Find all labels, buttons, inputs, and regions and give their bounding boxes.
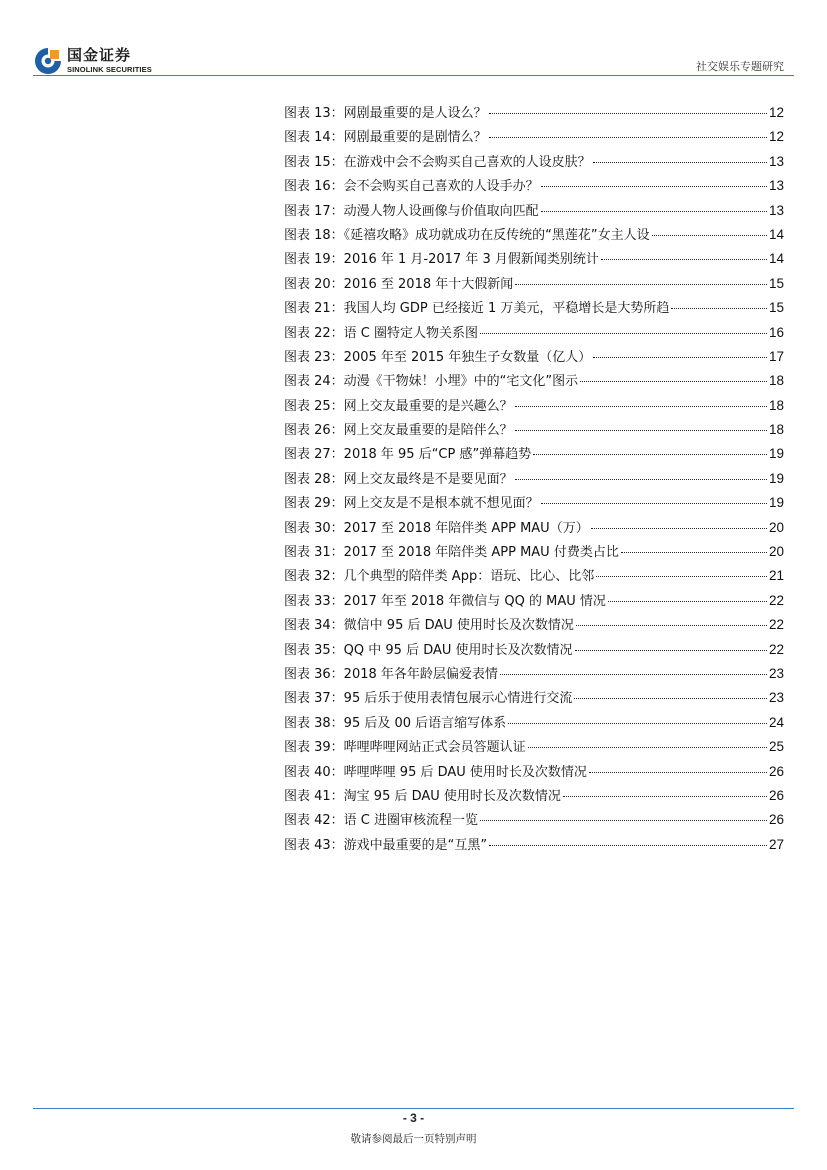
toc-dot-leader [515, 479, 767, 480]
toc-entry[interactable] [284, 516, 784, 540]
toc-entry-label: 图表 36：2018 年各年龄层偏爱表情 [284, 666, 498, 682]
toc-entry-label: 图表 13：网剧最重要的是人设么？ [284, 106, 487, 121]
toc-dot-leader [541, 503, 767, 504]
toc-entry[interactable] [284, 125, 784, 149]
header-divider [33, 75, 794, 76]
toc-entry[interactable] [284, 345, 784, 369]
toc-entry[interactable] [284, 321, 784, 345]
toc-dot-leader [489, 845, 767, 846]
toc-dot-leader [671, 308, 767, 309]
company-logo [33, 44, 152, 78]
toc-entry[interactable] [284, 442, 784, 466]
toc-entry-label: 图表 22：语 C 圈特定人物关系图 [284, 325, 479, 341]
toc-entry[interactable] [284, 101, 784, 125]
toc-entry[interactable] [284, 150, 784, 174]
toc-dot-leader [589, 772, 767, 773]
toc-dot-leader [489, 113, 767, 114]
toc-entry-label: 图表 33：2017 年至 2018 年微信与 QQ 的 MAU 情况 [284, 593, 606, 609]
toc-entry-page: 14 [768, 251, 784, 267]
toc-entry[interactable] [284, 760, 784, 784]
toc-entry-page: 13 [768, 178, 784, 194]
toc-entry[interactable] [284, 613, 784, 637]
toc-entry-label: 图表 41：淘宝 95 后 DAU 使用时长及次数情况 [284, 788, 561, 804]
toc-entry-label: 图表 18：《延禧攻略》成功就成功在反传统的“黑莲花”女主人设 [284, 227, 650, 243]
toc-entry[interactable] [284, 272, 784, 296]
toc-entry-page: 13 [768, 153, 784, 169]
toc-entry-page: 14 [768, 226, 784, 242]
toc-dot-leader [480, 333, 767, 334]
toc-entry-label: 图表 30：2017 至 2018 年陪伴类 APP MAU（万） [284, 520, 589, 536]
toc-dot-leader [533, 454, 767, 455]
toc-entry-label: 图表 21：我国人均 GDP 已经接近 1 万美元，平稳增长是大势所趋 [284, 301, 670, 317]
toc-entry-label: 图表 26：网上交友最重要的是陪伴么？ [284, 423, 513, 439]
toc-entry[interactable] [284, 833, 784, 857]
toc-entry-label: 图表 39：哔哩哔哩网站正式会员答题认证 [284, 740, 526, 756]
toc-entry-page: 27 [768, 836, 784, 852]
logo-chinese-name: 国金证券 [67, 46, 132, 65]
toc-entry-label: 图表 28：网上交友最终是不是要见面？ [284, 471, 513, 487]
toc-entry[interactable] [284, 394, 784, 418]
toc-entry-page: 18 [768, 397, 784, 413]
toc-entry[interactable] [284, 735, 784, 759]
toc-entry[interactable] [284, 662, 784, 686]
toc-dot-leader [608, 601, 767, 602]
toc-entry-page: 19 [768, 446, 784, 462]
toc-dot-leader [601, 259, 767, 260]
toc-entry-label: 图表 34：微信中 95 后 DAU 使用时长及次数情况 [284, 618, 574, 634]
toc-dot-leader [508, 723, 767, 724]
toc-entry-label: 图表 43：游戏中最重要的是“互黑” [284, 837, 488, 853]
toc-entry-page: 25 [768, 739, 784, 755]
toc-dot-leader [591, 528, 767, 529]
toc-entry-page: 13 [768, 202, 784, 218]
toc-dot-leader [515, 430, 767, 431]
toc-entry[interactable] [284, 369, 784, 393]
toc-entry-page: 16 [768, 324, 784, 340]
toc-entry-page: 26 [768, 812, 784, 828]
toc-entry[interactable] [284, 247, 784, 271]
toc-dot-leader [576, 625, 767, 626]
toc-entry[interactable] [284, 199, 784, 223]
toc-entry-label: 图表 35：QQ 中 95 后 DAU 使用时长及次数情况 [284, 642, 573, 658]
toc-entry[interactable] [284, 467, 784, 491]
logo-english-name: SINOLINK SECURITIES [67, 65, 152, 75]
page-header [0, 0, 827, 80]
toc-entry-page: 23 [768, 665, 784, 681]
toc-dot-leader [593, 357, 767, 358]
toc-dot-leader [515, 284, 767, 285]
toc-entry[interactable] [284, 711, 784, 735]
toc-entry[interactable] [284, 808, 784, 832]
toc-dot-leader [515, 406, 767, 407]
toc-entry[interactable] [284, 686, 784, 710]
toc-entry-page: 12 [768, 129, 784, 145]
page-number: - 3 - [402, 1111, 425, 1125]
toc-entry-label: 图表 31：2017 至 2018 年陪伴类 APP MAU 付费类占比 [284, 545, 619, 561]
footer-divider [33, 1108, 794, 1109]
toc-entry-label: 图表 14：网剧最重要的是剧情么？ [284, 130, 487, 146]
toc-entry-page: 23 [768, 690, 784, 706]
toc-entry[interactable] [284, 564, 784, 588]
toc-entry-page: 26 [768, 763, 784, 779]
toc-dot-leader [652, 235, 767, 236]
toc-entry-page: 22 [768, 641, 784, 657]
toc-entry-page: 17 [768, 348, 784, 364]
toc-entry-label: 图表 27：2018 年 95 后“CP 感”弹幕趋势 [284, 447, 532, 463]
toc-dot-leader [528, 747, 767, 748]
toc-entry-page: 20 [768, 544, 784, 560]
toc-entry-page: 18 [768, 373, 784, 389]
toc-entry-page: 15 [768, 300, 784, 316]
toc-entry-label: 图表 29：网上交友是不是根本就不想见面？ [284, 496, 539, 512]
toc-dot-leader [580, 381, 767, 382]
toc-dot-leader [489, 137, 767, 138]
toc-entry-label: 图表 24：动漫《干物妹！小埋》中的“宅文化”图示 [284, 374, 579, 390]
toc-entry-label: 图表 20：2016 至 2018 年十大假新闻 [284, 276, 514, 292]
toc-entry-label: 图表 40：哔哩哔哩 95 后 DAU 使用时长及次数情况 [284, 764, 587, 780]
toc-entry-page: 12 [768, 105, 784, 120]
toc-entry-page: 20 [768, 519, 784, 535]
toc-entry-page: 24 [768, 714, 784, 730]
toc-entry-label: 图表 17：动漫人物人设画像与价值取向匹配 [284, 203, 539, 219]
toc-entry[interactable] [284, 638, 784, 662]
toc-entry[interactable] [284, 540, 784, 564]
toc-entry-page: 15 [768, 275, 784, 291]
toc-entry-label: 图表 42：语 C 进圈审核流程一览 [284, 813, 479, 829]
toc-dot-leader [563, 796, 767, 797]
toc-dot-leader [574, 698, 767, 699]
document-title: 社交娱乐专题研究 [696, 60, 784, 73]
toc-entry-label: 图表 16：会不会购买自己喜欢的人设手办？ [284, 179, 539, 195]
toc-entry-page: 21 [768, 568, 784, 584]
toc-entry[interactable] [284, 589, 784, 613]
footer-disclaimer: 敬请参阅最后一页特别声明 [350, 1133, 477, 1145]
toc-entry-label: 图表 19：2016 年 1 月-2017 年 3 月假新闻类别统计 [284, 252, 599, 268]
toc-dot-leader [593, 162, 767, 163]
toc-dot-leader [480, 820, 767, 821]
toc-entry-label: 图表 15：在游戏中会不会购买自己喜欢的人设皮肤？ [284, 154, 591, 170]
table-of-figures [284, 101, 784, 857]
toc-entry[interactable] [284, 174, 784, 198]
sinolink-logo-icon [33, 46, 63, 76]
toc-entry-label: 图表 37：95 后乐于使用表情包展示心情进行交流 [284, 691, 573, 707]
toc-entry-page: 19 [768, 495, 784, 511]
toc-dot-leader [575, 650, 767, 651]
toc-entry-page: 19 [768, 470, 784, 486]
toc-dot-leader [541, 211, 767, 212]
toc-dot-leader [621, 552, 767, 553]
toc-entry-page: 22 [768, 617, 784, 633]
toc-entry-label: 图表 25：网上交友最重要的是兴趣么？ [284, 398, 513, 414]
toc-dot-leader [541, 186, 767, 187]
toc-entry-page: 26 [768, 787, 784, 803]
toc-entry-label: 图表 38：95 后及 00 后语言缩写体系 [284, 715, 507, 731]
toc-entry[interactable] [284, 784, 784, 808]
toc-entry[interactable] [284, 223, 784, 247]
toc-entry-label: 图表 32：几个典型的陪伴类 App：语玩、比心、比邻 [284, 569, 595, 585]
toc-entry-page: 22 [768, 592, 784, 608]
toc-entry-label: 图表 23：2005 年至 2015 年独生子女数量（亿人） [284, 349, 592, 365]
toc-entry-page: 18 [768, 422, 784, 438]
toc-dot-leader [500, 674, 767, 675]
toc-entry[interactable] [284, 491, 784, 515]
toc-dot-leader [596, 576, 767, 577]
toc-entry[interactable] [284, 296, 784, 320]
toc-entry[interactable] [284, 418, 784, 442]
